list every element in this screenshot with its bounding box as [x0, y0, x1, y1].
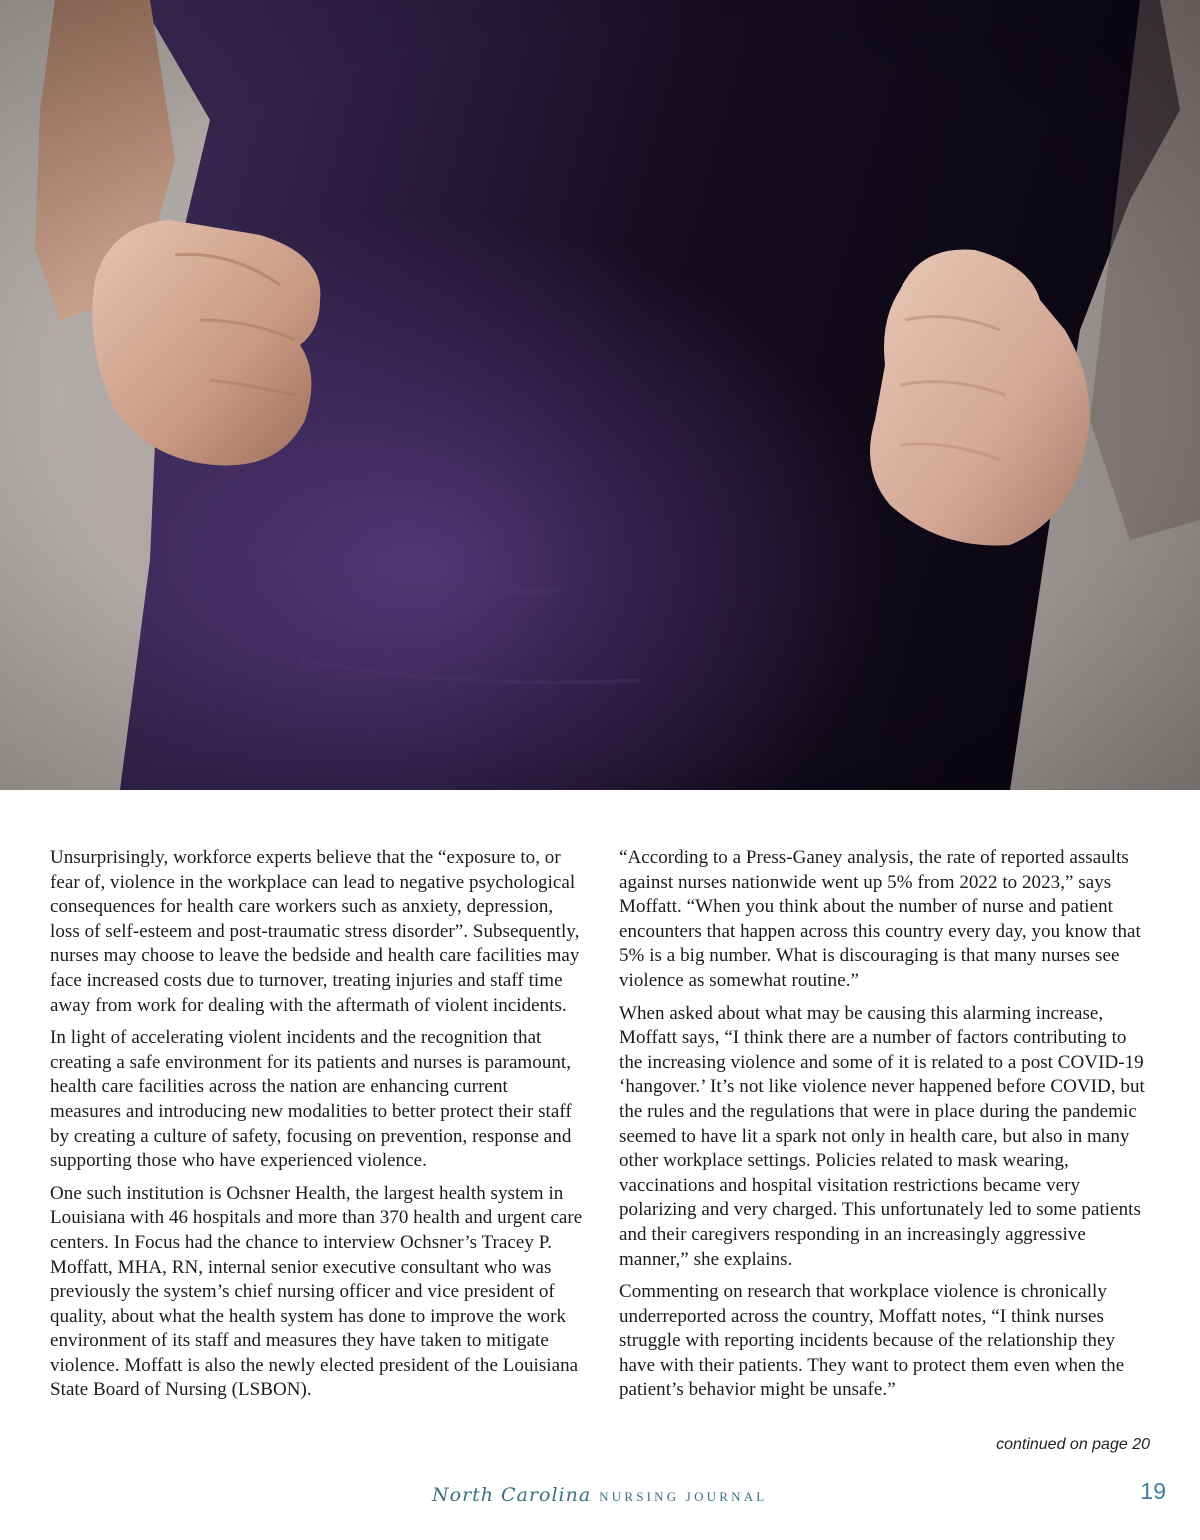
paragraph: One such institution is Ochsner Health, the largest health system in Louisiana with 46 hospitals and more than 370 health and urgent care centers. In Focus had the chance to interview Ochsner’s Tracey P. Moffatt, MHA, RN, internal senior executive consultant who was previously the system’s chief nursing officer and vice president of quality, about what the health system has done to improve the work environment of its staff and measures they have taken to mitigate violence. Moffatt is also the newly elected president of the Louisiana State Board of Nursing (LSBON).	[50, 1182, 583, 1401]
journal-masthead	[432, 1484, 767, 1506]
article-body	[50, 846, 1152, 1411]
paragraph: “According to a Press-Ganey analysis, the rate of reported assaults against nurses nationwide went up 5% from 2022 to 2023,” says Moffatt. “When you think about the number of nurse and patient encounters that happen across this country every day, you know that 5% is a big number. What is discouraging is that many nurses see violence as somewhat routine.”	[619, 847, 1141, 991]
masthead-script: North Carolina	[432, 1484, 592, 1506]
left-column	[50, 846, 583, 1411]
page-footer	[0, 1478, 1200, 1518]
continued-note: continued on page 20	[996, 1436, 1150, 1453]
masthead-caps: NURSING JOURNAL	[599, 1489, 768, 1504]
right-column	[619, 846, 1152, 1411]
paragraph: Commenting on research that workplace violence is chronically underreported across the country, Moffatt notes, “I think nurses struggle with reporting incidents because of the relationship they have with their patients. They want to protect them even when the patient’s behavior might be unsafe.”	[619, 1281, 1125, 1401]
paragraph: Unsurprisingly, workforce experts believe that the “exposure to, or fear of, violence in the workplace can lead to negative psychological consequences for health care workers such as anxiety, depression, loss of self-esteem and post-traumatic stress disorder”. Subsequently, nurses may choose to leave the bedside and health care facilities may face increased costs due to turnover, treating injuries and staff time away from work for dealing with the aftermath of violent incidents.	[50, 847, 580, 1016]
page-number: 19	[1140, 1478, 1166, 1504]
paragraph: When asked about what may be causing this alarming increase, Moffatt says, “I think there are a number of factors contributing to the increasing violence and some of it is related to a post COVID-19 ‘hangover.’ It’s not like violence never happened before COVID, but the rules and the regulations that were in place during the pandemic seemed to have lit a spark not only in health care, but also in many other workplace settings. Policies related to mask wearing, vaccinations and hospital visitation restrictions became very polarizing and very charged. This unfortunately led to some patients and their caregivers responding in an increasingly aggressive manner,” she explains.	[619, 1002, 1145, 1270]
paragraph: In light of accelerating violent incidents and the recognition that creating a safe environment for its patients and nurses is paramount, health care facilities across the nation are enhancing current measures and introducing new modalities to better protect their staff by creating a culture of safety, focusing on prevention, response and supporting those who have experienced violence.	[50, 1027, 572, 1172]
